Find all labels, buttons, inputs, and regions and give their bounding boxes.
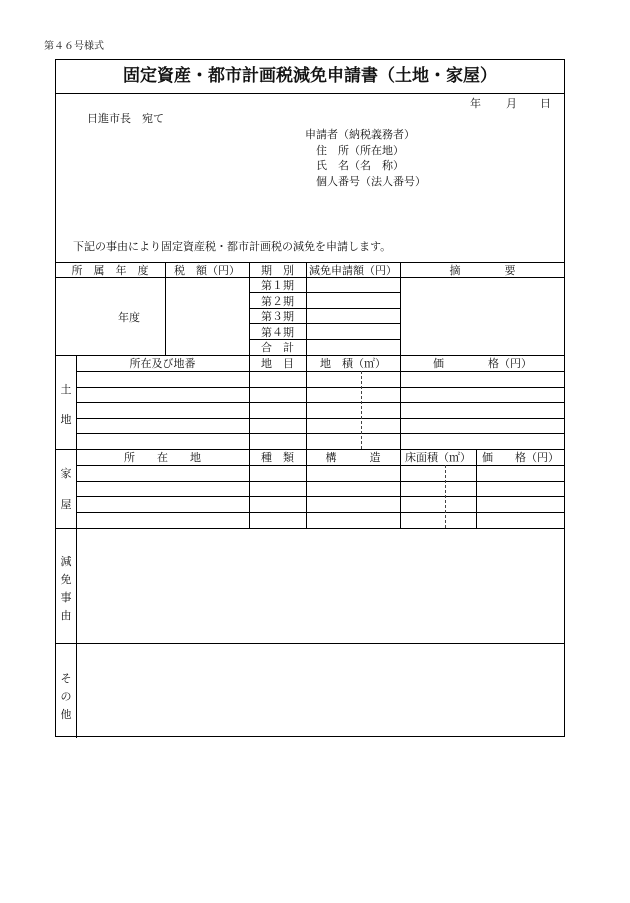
house-col-divider-4 bbox=[476, 449, 477, 528]
land-table-bottom bbox=[55, 449, 565, 450]
land-row-line-2 bbox=[76, 387, 565, 388]
house-row-line-2 bbox=[76, 481, 565, 482]
date-day[interactable]: 日 bbox=[540, 97, 551, 110]
house-row-line-4 bbox=[76, 512, 565, 513]
land-col-divider-1 bbox=[249, 355, 250, 449]
tax-col-divider-4 bbox=[400, 262, 401, 355]
reason-side-label-2: 免 bbox=[60, 573, 72, 586]
other-input-area[interactable] bbox=[77, 644, 564, 736]
house-header-floor-area: 床面積（㎡） bbox=[405, 451, 471, 464]
tax-header-amount: 税 額（円） bbox=[174, 264, 240, 277]
land-col-divider-3 bbox=[400, 355, 401, 449]
house-header-price: 価 格（円） bbox=[482, 451, 559, 464]
date-month[interactable]: 月 bbox=[506, 97, 517, 110]
applicant-number-label[interactable]: 個人番号（法人番号） bbox=[316, 175, 426, 188]
addressee: 日進市長 宛て bbox=[87, 112, 164, 125]
tax-header-reduction: 減免申請額（円） bbox=[309, 264, 397, 277]
reason-side-label-1: 減 bbox=[60, 555, 72, 568]
period-row-line-3 bbox=[249, 323, 400, 324]
land-header-area: 地 積（㎡） bbox=[320, 357, 386, 370]
house-header-type: 種 類 bbox=[261, 451, 294, 464]
land-header-category: 地 目 bbox=[261, 357, 294, 370]
period-1: 第１期 bbox=[261, 279, 294, 292]
land-row-line-1 bbox=[76, 371, 565, 372]
house-col-divider-1 bbox=[249, 449, 250, 528]
house-col-divider-2 bbox=[306, 449, 307, 528]
period-2: 第２期 bbox=[261, 295, 294, 308]
tax-table-header-bottom bbox=[55, 277, 565, 278]
reason-side-label-4: 由 bbox=[60, 609, 72, 622]
land-area-decimal-divider bbox=[361, 371, 362, 449]
reason-input-area[interactable] bbox=[77, 529, 564, 643]
house-row-line-3 bbox=[76, 496, 565, 497]
request-statement: 下記の事由により固定資産税・都市計画税の減免を申請します。 bbox=[73, 240, 392, 253]
house-header-location: 所 在 地 bbox=[124, 451, 201, 464]
date-year[interactable]: 年 bbox=[470, 97, 481, 110]
land-row-line-3 bbox=[76, 402, 565, 403]
house-row-line-1 bbox=[76, 465, 565, 466]
land-header-price: 価 格（円） bbox=[433, 357, 532, 370]
applicant-heading: 申請者（納税義務者） bbox=[305, 128, 415, 141]
form-number: 第４６号様式 bbox=[44, 41, 104, 52]
form-title: 固定資産・都市計画税減免申請書（土地・家屋） bbox=[123, 66, 497, 86]
land-col-divider-2 bbox=[306, 355, 307, 449]
house-area-decimal-divider bbox=[445, 465, 446, 528]
tax-header-year: 所 属 年 度 bbox=[71, 264, 149, 277]
land-side-label-2: 地 bbox=[60, 413, 72, 426]
tax-table-bottom bbox=[55, 355, 565, 356]
house-side-label-2: 屋 bbox=[60, 498, 72, 511]
applicant-name-label[interactable]: 氏 名（名 称） bbox=[316, 159, 404, 172]
reason-side-label-3: 事 bbox=[60, 591, 72, 604]
period-4: 第４期 bbox=[261, 326, 294, 339]
land-header-location: 所在及び地番 bbox=[129, 357, 196, 370]
period-row-line-2 bbox=[249, 308, 400, 309]
house-col-divider-3 bbox=[400, 449, 401, 528]
period-row-line-4 bbox=[249, 339, 400, 340]
house-side-label-1: 家 bbox=[60, 467, 72, 480]
other-side-label-3: 他 bbox=[60, 708, 72, 721]
period-3: 第３期 bbox=[261, 310, 294, 323]
period-total: 合 計 bbox=[261, 341, 294, 354]
tax-col-divider-1 bbox=[165, 262, 166, 355]
tax-year-label[interactable]: 年度 bbox=[118, 311, 140, 324]
land-side-label-1: 土 bbox=[60, 383, 72, 396]
land-row-line-4 bbox=[76, 418, 565, 419]
other-side-label-1: そ bbox=[60, 672, 72, 685]
land-row-line-5 bbox=[76, 433, 565, 434]
house-header-structure: 構 造 bbox=[325, 451, 381, 464]
other-side-label-2: の bbox=[60, 690, 72, 703]
period-row-line-1 bbox=[249, 292, 400, 293]
title-divider bbox=[55, 93, 565, 94]
tax-header-remarks: 摘 要 bbox=[449, 264, 516, 277]
applicant-address-label[interactable]: 住 所（所在地） bbox=[316, 144, 404, 157]
tax-header-period: 期 別 bbox=[261, 264, 294, 277]
tax-table-top bbox=[55, 262, 565, 263]
